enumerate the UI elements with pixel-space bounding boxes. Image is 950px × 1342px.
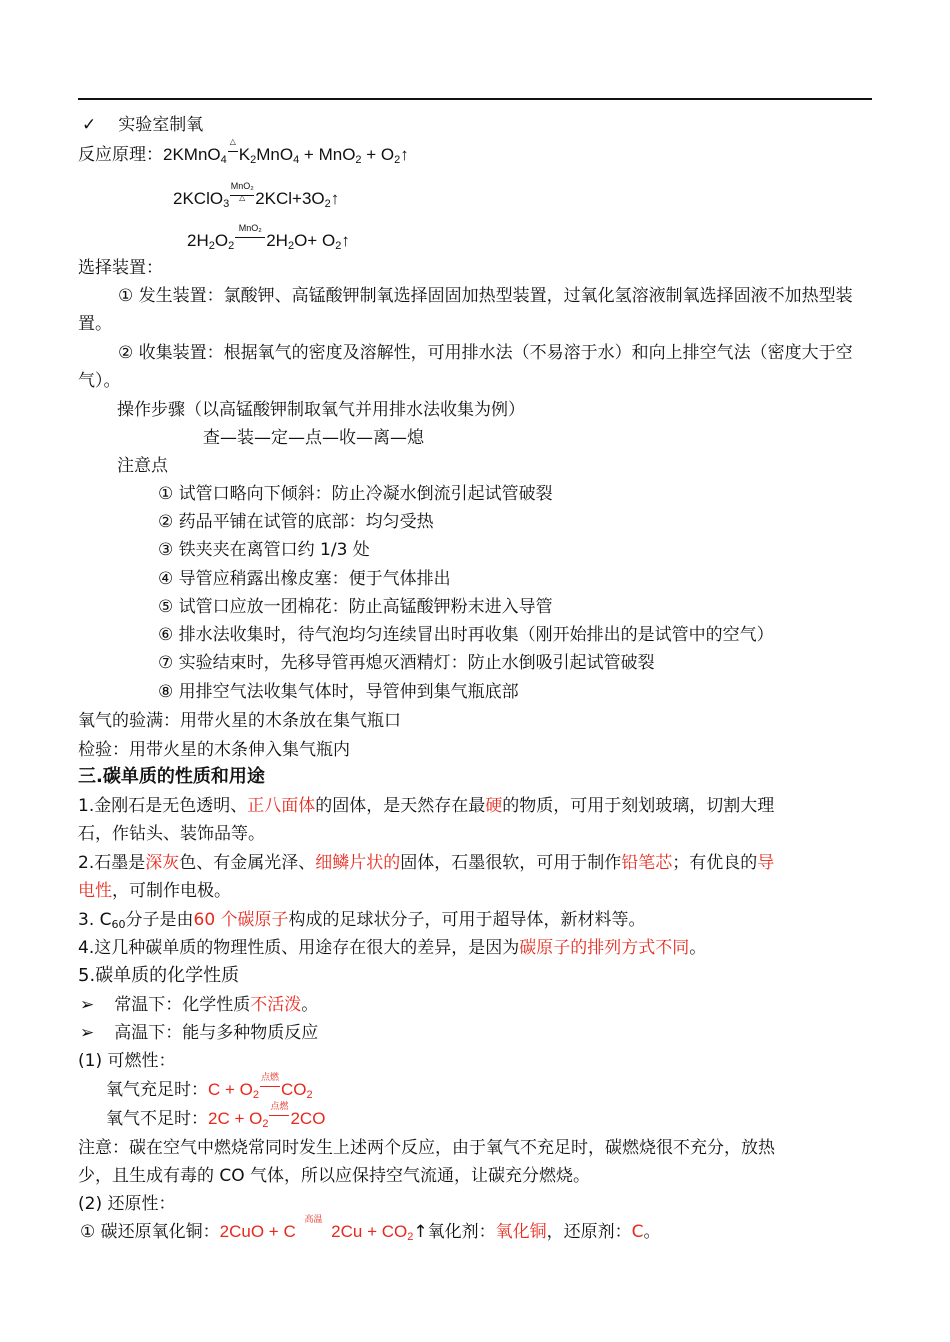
oxygen-lack-line: 氧气不足时：$2C + O_2$ 点燃 2CO	[106, 1101, 326, 1130]
oxygen-full-check: 氧气的验满：用带火星的木条放在集气瓶口	[78, 711, 401, 731]
notes-label: 注意点	[117, 456, 168, 476]
graphite-line-2: 电性，可制作电极。	[78, 881, 231, 901]
device-collection: ② 收集装置：根据氧气的密度及溶解性，可用排水法（不易溶于水）和向上排空气法（密度大于空气）。	[78, 343, 853, 391]
note-item: ⑥ 排水法收集时，待气泡均匀连续冒出时再收集（刚开始排出的是试管中的空气）	[158, 625, 774, 645]
combust-note-1: 注意：碳在空气中燃烧常同时发生上述两个反应，由于氧气不充足时，碳燃烧很不充分，放热	[78, 1138, 775, 1158]
bullet-arrow-icon: ➢	[80, 1023, 95, 1043]
bullet-arrow-icon: ➢	[80, 995, 95, 1015]
high-temp-line: ➢ 高温下：能与多种物质反应	[80, 1023, 319, 1043]
diamond-line-2: 石，作钻头、装饰品等。	[78, 824, 265, 844]
principle-line: 反应原理：2KMnO$_4$ △ $K_2MnO_4 + MnO_2$ + $O_2↑$	[78, 137, 409, 166]
oxygen-enough-line: 氧气充足时：$C + O_2$ 点燃 $CO_2$	[106, 1072, 313, 1101]
reduce-label: (2) 还原性：	[78, 1194, 176, 1214]
note-item: ⑤ 试管口应放一团棉花：防止高锰酸钾粉末进入导管	[158, 597, 553, 617]
steps-label: 操作步骤（以高锰酸钾制取氧气并用排水法收集为例）	[117, 400, 525, 420]
top-rule	[78, 98, 872, 100]
diamond-line-1: 1.金刚石是无色透明、正八面体的固体，是天然存在最硬的物质，可用于刻划玻璃，切割大理	[78, 796, 775, 816]
note-item: ② 药品平铺在试管的底部：均匀受热	[158, 512, 434, 532]
note-item: ③ 铁夹夹在离管口约 1/3 处	[158, 540, 370, 560]
device-generation: ① 发生装置：氯酸钾、高锰酸钾制氧选择固固加热型装置，过氧化氢溶液制氧选择固液不加热型装置。	[78, 286, 853, 334]
note-item: ① 试管口略向下倾斜：防止冷凝水倒流引起试管破裂	[158, 484, 553, 504]
steps: 查—装—定—点—收—离—熄	[203, 428, 424, 448]
device-label: 选择装置：	[78, 258, 163, 278]
check-icon: ✓	[82, 115, 97, 135]
c60-line: 3. $C_{60}$分子是由60 个碳原子构成的足球状分子，可用于超导体，新材料等。	[78, 910, 646, 931]
note-item: ④ 导管应稍露出橡皮塞：便于气体排出	[158, 569, 451, 589]
difference-line: 4.这几种碳单质的物理性质、用途存在很大的差异，是因为碳原子的排列方式不同。	[78, 938, 707, 958]
graphite-line-1: 2.石墨是深灰色、有金属光泽、细鳞片状的固体，石墨很软，可用于制作铅笔芯；有优良的导	[78, 853, 775, 873]
oxygen-test: 检验：用带火星的木条伸入集气瓶内	[78, 740, 350, 760]
equation-h2o2: $2H_2O_2$ MnO₂ $2H_2O+$ $O_2↑$	[187, 223, 350, 252]
section-title: 三.碳单质的性质和用途	[78, 766, 265, 787]
normal-temp-line: ➢ 常温下：化学性质不活泼。	[80, 995, 319, 1015]
combust-note-2: 少，且生成有毒的 CO 气体，所以应保持空气流通，让碳充分燃烧。	[78, 1166, 591, 1186]
equation-kclo3: 2KClO$_3$ MnO₂ △ $2KCl+3O_2↑$	[173, 181, 340, 210]
note-item: ⑧ 用排空气法收集气体时，导管伸到集气瓶底部	[158, 682, 519, 702]
reduce-cuo-line: ① 碳还原氧化铜：2CuO + C 高温 $2Cu + CO_2↑$氧化剂：氧化铜，还原剂：C。	[80, 1214, 661, 1243]
equation-kmno4: 2KMnO$_4$ △ $K_2MnO_4 + MnO_2$ + $O_2↑$	[163, 137, 409, 166]
note-item: ⑦ 实验结束时，先移导管再熄灭酒精灯：防止水倒吸引起试管破裂	[158, 653, 655, 673]
combust-label: (1) 可燃性：	[78, 1051, 176, 1071]
chem-title: 5.碳单质的化学性质	[78, 965, 240, 986]
lab-heading: ✓ 实验室制氧	[82, 115, 204, 135]
